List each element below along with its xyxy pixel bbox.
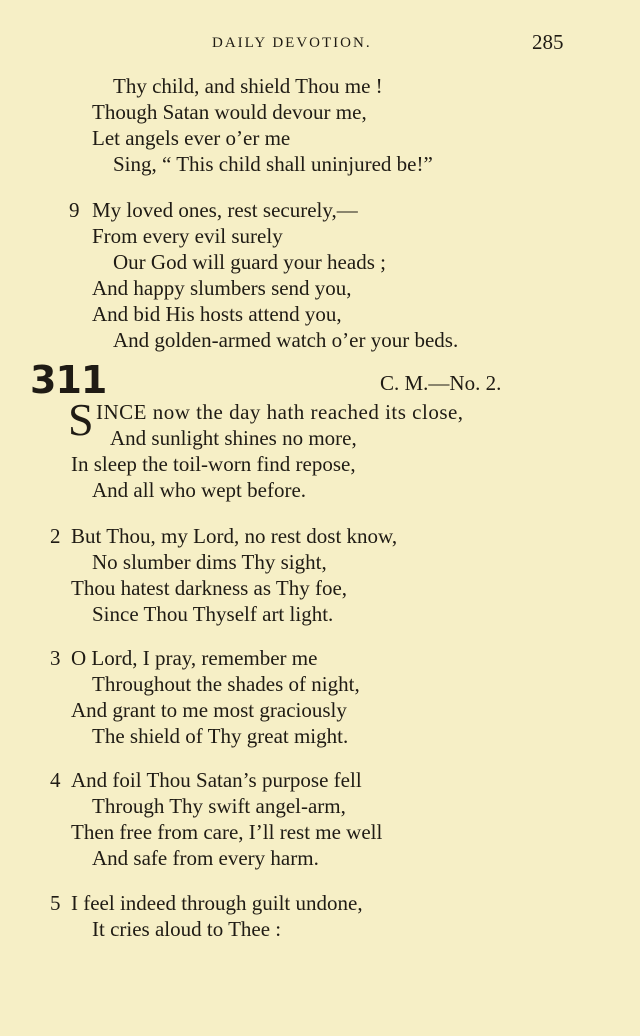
verse-line: I feel indeed through guilt undone,	[71, 891, 363, 915]
verse-line: And bid His hosts attend you,	[92, 302, 342, 326]
verse-line: Let angels ever o’er me	[92, 126, 291, 150]
verse-line: The shield of Thy great might.	[92, 724, 349, 748]
verse-line: But Thou, my Lord, no rest dost know,	[71, 524, 398, 548]
hymn-number: 311	[30, 358, 107, 402]
verse-line: INCE now the day hath reached its close,	[96, 400, 464, 424]
verse-line: Thou hatest darkness as Thy foe,	[71, 576, 348, 600]
verse-line: And golden-armed watch o’er your beds.	[113, 328, 459, 352]
verse-number: 9	[69, 198, 80, 222]
hymn-meter: C. M.—No. 2.	[380, 371, 502, 395]
verse-line: Throughout the shades of night,	[92, 672, 360, 696]
verse-line: And safe from every harm.	[92, 846, 319, 870]
verse-line: Sing, “ This child shall uninjured be!”	[113, 152, 433, 176]
verse-line: From every evil surely	[92, 224, 283, 248]
verse-line: Though Satan would devour me,	[92, 100, 367, 124]
running-header: DAILY DEVOTION.	[212, 35, 372, 51]
verse-line: In sleep the toil-worn find repose,	[71, 452, 356, 476]
verse-line: And foil Thou Satan’s purpose fell	[71, 768, 362, 792]
verse-line: O Lord, I pray, remember me	[71, 646, 318, 670]
verse-line: Our God will guard your heads ;	[113, 250, 386, 274]
verse-line: Thy child, and shield Thou me !	[113, 74, 383, 98]
verse-line: Then free from care, I’ll rest me well	[71, 820, 383, 844]
drop-cap: S	[68, 394, 94, 445]
verse-number: 3	[50, 646, 61, 670]
verse-number: 2	[50, 524, 61, 548]
verse-line: And sunlight shines no more,	[110, 426, 357, 450]
verse-line: And happy slumbers send you,	[92, 276, 352, 300]
verse-line: Since Thou Thyself art light.	[92, 602, 334, 626]
verse-line: It cries aloud to Thee :	[92, 917, 282, 941]
verse-line: And grant to me most graciously	[71, 698, 347, 722]
verse-number: 4	[50, 768, 61, 792]
verse-line: My loved ones, rest securely,—	[92, 198, 358, 222]
verse-line: Through Thy swift angel-arm,	[92, 794, 346, 818]
page-number: 285	[532, 30, 564, 54]
verse-line: No slumber dims Thy sight,	[92, 550, 327, 574]
verse-number: 5	[50, 891, 61, 915]
verse-line: And all who wept before.	[92, 478, 307, 502]
